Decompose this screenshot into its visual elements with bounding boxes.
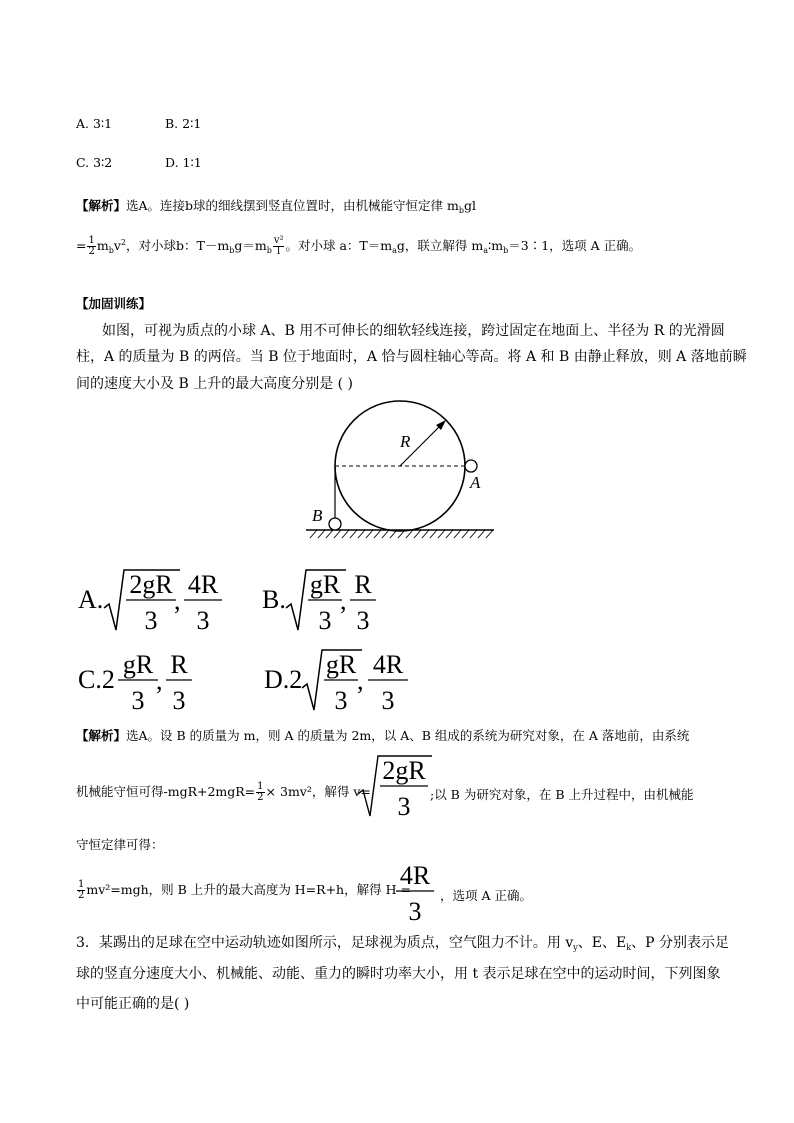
label-b: B [312, 506, 323, 525]
option-c: C. 3∶2 [76, 155, 113, 170]
svg-text:2gR: 2gR [382, 756, 426, 785]
svg-text:3: 3 [131, 686, 145, 715]
svg-text:3: 3 [196, 606, 210, 635]
svg-text:3: 3 [172, 686, 186, 715]
subscript: a [483, 246, 489, 255]
fraction-half: $\frac{1}{2}$ [88, 235, 95, 257]
question-text: 、P 分别表示足 [631, 935, 729, 951]
svg-text:3: 3 [381, 686, 395, 715]
fraction-v2-l: $\frac{\text{v²}}{l}$ [273, 235, 284, 257]
analysis-2-line-1 [76, 726, 689, 744]
subscript: y [573, 943, 578, 952]
subscript: b [108, 246, 114, 255]
problem-para-line-1: 如图，可视为质点的小球 A、B 用不可伸长的细软轻线连接，跨过固定在地面上、半径为 R 的光滑圆 [102, 323, 725, 339]
svg-text:4R: 4R [187, 570, 219, 599]
choice-a-height [182, 566, 226, 636]
analysis-text: m [96, 238, 109, 253]
svg-text:3: 3 [397, 792, 411, 821]
choice-b-sqrt [284, 566, 348, 636]
analysis-tag: 【解析】 [76, 728, 127, 743]
option-d: D. 1∶1 [165, 155, 202, 170]
choice-c-letter: C.2 [78, 665, 115, 694]
svg-text:gR: gR [309, 570, 341, 599]
analysis-1-line-1 [76, 196, 476, 215]
analysis-text: ∶m [488, 238, 504, 253]
analysis-2-line-2a [76, 782, 371, 803]
subscript: a [392, 246, 397, 255]
svg-text:3: 3 [408, 897, 422, 926]
question-3-line-3: 中可能正确的是( ) [76, 996, 190, 1012]
choice-d-letter: D.2 [264, 665, 303, 694]
analysis-2-line-3: 守恒定律可得： [76, 837, 164, 852]
ball-a [465, 460, 477, 472]
svg-text:3: 3 [334, 686, 348, 715]
option-a: A. 3∶1 [76, 116, 113, 131]
problem-para-line-3: 间的速度大小及 B 上升的最大高度分别是 ( ) [76, 376, 354, 392]
label-a: A [470, 473, 481, 492]
analysis-text: 选A。连接b球的细线摆到竖直位置时，由机械能守恒定律 m [126, 198, 459, 213]
subscript: b [229, 246, 235, 255]
choice-b-letter: B. [262, 585, 286, 614]
svg-text:gR: gR [122, 650, 154, 679]
svg-text:R: R [354, 570, 372, 599]
svg-text:gR: gR [325, 650, 357, 679]
analysis-2-line-4b: ，选项 A 正确。 [440, 888, 532, 903]
consolidation-tag: 【加固训练】 [76, 296, 152, 311]
analysis-text: 选A。设 B 的质量为 m，则 A 的质量为 2m，以 A、B 组成的系统为研究对象，在 A 落地前，由系统 [126, 728, 690, 743]
analysis-text: g，联立解得 m [396, 238, 484, 253]
choice-a-letter: A. [78, 585, 104, 614]
choice-b-height [348, 566, 380, 636]
v-sqrt-formula [356, 752, 436, 822]
question-text: 、E、E [577, 935, 627, 951]
analysis-2-line-2c: ;以 B 为研究对象，在 B 上升过程中，由机械能 [430, 787, 694, 802]
analysis-2-line-4a [76, 880, 411, 901]
option-b: B. 2∶1 [165, 116, 202, 131]
svg-text:3: 3 [356, 606, 370, 635]
question-text: 3．某踢出的足球在空中运动轨迹如图所示，足球视为质点，空气阻力不计。用 v [76, 935, 574, 951]
subscript: k [626, 943, 632, 952]
analysis-text: v [113, 238, 121, 253]
analysis-tag: 【解析】 [76, 198, 127, 213]
fraction-half: $\frac{1}{2}$ [257, 781, 264, 803]
analysis-text: ＝3∶1，选项 A 正确。 [508, 238, 642, 253]
subscript: b [458, 206, 464, 215]
choice-c-height [164, 646, 196, 716]
analysis-text: = [76, 238, 87, 253]
h-fraction [394, 857, 438, 927]
choice-d-sqrt [300, 646, 364, 716]
subscript: b [266, 246, 272, 255]
svg-text:4R: 4R [399, 861, 431, 890]
analysis-text: 。对小球 a：T＝m [285, 238, 393, 253]
ball-b [329, 518, 341, 530]
sqrt-denominator: 3 [144, 606, 158, 635]
label-r: R [400, 432, 411, 451]
comma: , [357, 666, 364, 695]
comma: , [174, 586, 181, 615]
comma: , [340, 586, 347, 615]
analysis-1-line-2 [76, 236, 641, 257]
sqrt-numerator: 2gR [129, 570, 173, 599]
problem-para-line-2: 柱，A 的质量为 B 的两倍。当 B 位于地面时，A 恰与圆柱轴心等高。将 A 和 B 由静止释放，则 A 落地前瞬 [76, 349, 747, 365]
analysis-text: gl [464, 198, 476, 213]
analysis-text: g＝m [234, 238, 267, 253]
analysis-text: 机械能守恒可得-mgR+2mgR= [76, 784, 256, 799]
analysis-text: × 3mv²，解得 v= [265, 784, 371, 799]
superscript: 2 [120, 238, 126, 247]
choice-a-sqrt [102, 566, 182, 636]
question-3-line-2: 球的竖直分速度大小、机械能、动能、重力的瞬时功率大小，用 t 表示足球在空中的运动时间，下列图象 [76, 966, 721, 982]
question-3-line-1 [76, 932, 729, 952]
comma: , [156, 666, 163, 695]
svg-text:3: 3 [318, 606, 332, 635]
fraction-half: $\frac{1}{2}$ [78, 879, 85, 901]
subscript: b [503, 246, 509, 255]
svg-text:4R: 4R [372, 650, 404, 679]
analysis-text: mv²=mgh，则 B 上升的最大高度为 H=R+h，解得 H = [86, 882, 411, 897]
choice-d-height [366, 646, 412, 716]
cylinder-figure [300, 395, 500, 545]
svg-text:R: R [170, 650, 188, 679]
analysis-text: ，对小球b：T－m [126, 238, 230, 253]
